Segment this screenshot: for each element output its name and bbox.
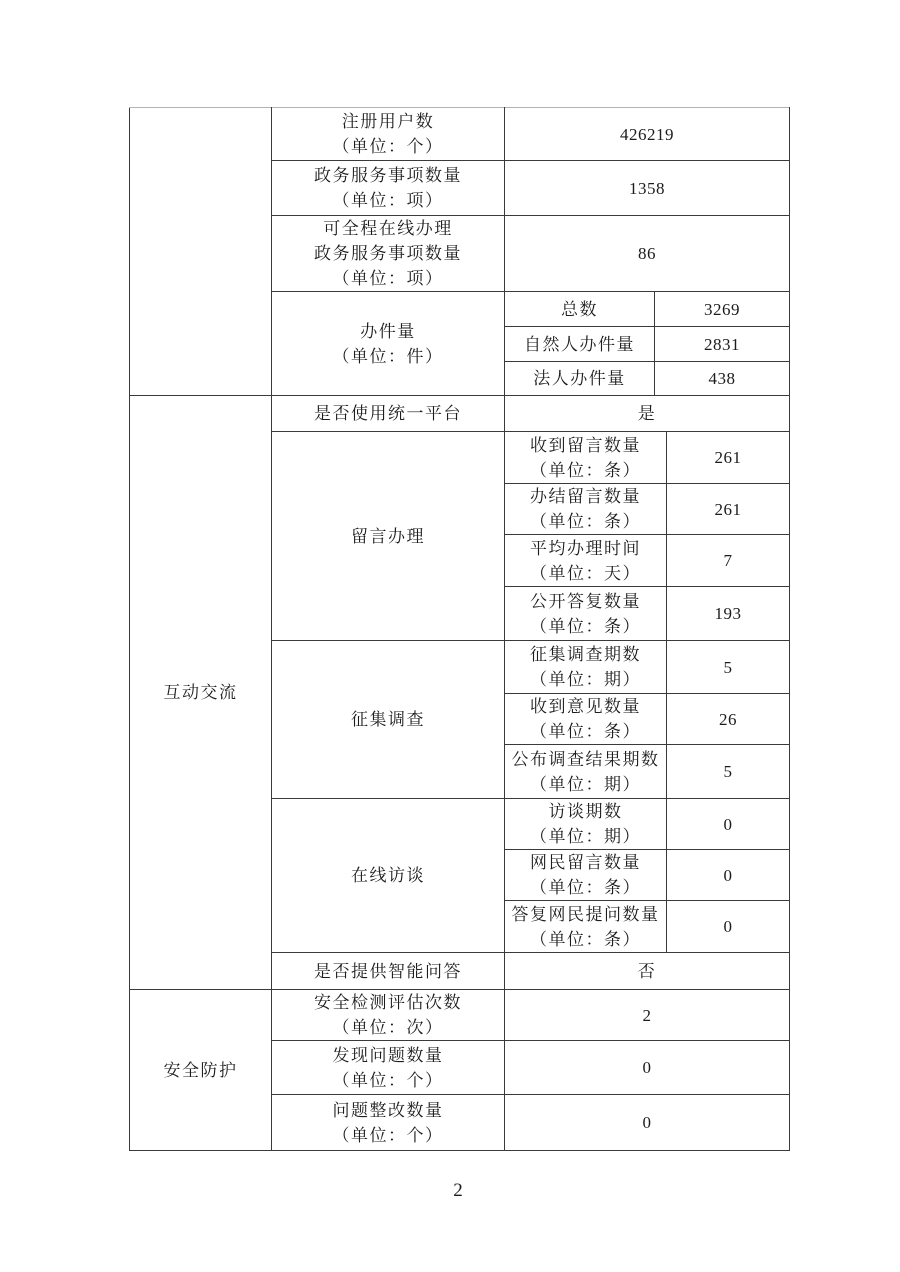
case-natural-label-cell: 自然人办件量 xyxy=(505,327,655,362)
full-online-items-unit: （单位：项） xyxy=(332,269,444,288)
registered-users-value-cell xyxy=(505,108,790,161)
problems-fixed-value: 0 xyxy=(642,1113,652,1132)
interview-periods-unit: （单位：期） xyxy=(530,827,641,846)
online-interview-label-cell: 在线访谈 xyxy=(272,799,505,953)
messages-received-label: 收到留言数量 xyxy=(530,435,641,455)
questions-answered-label-cell xyxy=(505,901,667,953)
smart-qa-label-cell: 是否提供智能问答 xyxy=(272,953,505,990)
netizen-messages-label: 网民留言数量 xyxy=(530,853,641,872)
questions-answered-value: 0 xyxy=(723,917,733,936)
messages-received-value: 261 xyxy=(714,448,742,467)
smart-qa-value-cell: 否 xyxy=(505,953,790,990)
case-volume-label: 办件量 xyxy=(360,321,416,341)
full-online-items-value: 86 xyxy=(638,244,656,263)
section-blank-cell xyxy=(130,108,272,396)
page-number: 2 xyxy=(453,1180,463,1201)
registered-users-label: 注册用户数 xyxy=(341,112,435,131)
avg-handling-time-label: 平均办理时间 xyxy=(530,538,641,558)
results-published-value-cell xyxy=(667,745,790,799)
opinions-received-label-cell xyxy=(505,694,667,745)
registered-users-label-cell xyxy=(272,108,505,161)
results-published-label: 公布调查结果期数 xyxy=(511,749,660,769)
opinions-received-label: 收到意见数量 xyxy=(530,697,641,716)
questions-answered-label: 答复网民提问数量 xyxy=(511,904,660,924)
service-items-value: 1358 xyxy=(629,178,665,198)
questions-answered-value-cell xyxy=(667,901,790,953)
security-checks-label-cell xyxy=(272,990,505,1041)
section-security-cell: 安全防护 xyxy=(130,990,272,1151)
interview-periods-value: 0 xyxy=(723,814,733,834)
survey-periods-value-cell xyxy=(667,641,790,694)
case-total-value: 3269 xyxy=(704,299,740,319)
unified-platform-value-cell: 是 xyxy=(505,396,790,432)
security-checks-value: 2 xyxy=(642,1005,652,1025)
problems-found-unit: （单位：个） xyxy=(332,1070,444,1090)
full-online-items-label-cell xyxy=(272,216,505,292)
full-online-items-value-cell xyxy=(505,216,790,292)
public-replies-label: 公开答复数量 xyxy=(530,591,641,611)
case-volume-unit: （单位：件） xyxy=(332,346,444,366)
problems-found-value-cell xyxy=(505,1041,790,1095)
case-legal-label-cell: 法人办件量 xyxy=(505,362,655,396)
survey-periods-value: 5 xyxy=(723,657,733,677)
unified-platform-label-cell: 是否使用统一平台 xyxy=(272,396,505,432)
survey-periods-unit: （单位：期） xyxy=(530,670,641,689)
public-replies-label-cell xyxy=(505,587,667,641)
netizen-messages-value: 0 xyxy=(723,865,733,885)
case-total-value-cell xyxy=(655,292,790,327)
netizen-messages-unit: （单位：条） xyxy=(530,878,641,897)
service-items-value-cell xyxy=(505,161,790,216)
problems-found-value: 0 xyxy=(642,1058,652,1077)
message-handling-label-cell: 留言办理 xyxy=(272,432,505,641)
section-interaction-cell: 互动交流 xyxy=(130,396,272,990)
opinions-received-unit: （单位：条） xyxy=(530,722,641,741)
problems-found-label-cell xyxy=(272,1041,505,1095)
avg-handling-time-label-cell xyxy=(505,535,667,587)
registered-users-unit: （单位：个） xyxy=(332,137,444,156)
security-checks-value-cell xyxy=(505,990,790,1041)
case-legal-value: 438 xyxy=(708,369,736,388)
results-published-label-cell xyxy=(505,745,667,799)
problems-fixed-unit: （单位：个） xyxy=(332,1125,444,1145)
case-legal-value-cell xyxy=(655,362,790,396)
full-online-items-label-line2: 政务服务事项数量 xyxy=(314,244,462,263)
netizen-messages-value-cell xyxy=(667,850,790,901)
messages-received-value-cell xyxy=(667,432,790,484)
messages-resolved-unit: （单位：条） xyxy=(530,512,641,531)
case-natural-value-cell xyxy=(655,327,790,362)
results-published-unit: （单位：期） xyxy=(530,774,641,794)
service-items-label-cell xyxy=(272,161,505,216)
service-items-unit: （单位：项） xyxy=(332,191,444,210)
problems-fixed-label: 问题整改数量 xyxy=(332,1100,444,1120)
case-natural-value: 2831 xyxy=(704,334,740,354)
avg-handling-time-unit: （单位：天） xyxy=(530,563,641,583)
security-checks-label: 安全检测评估次数 xyxy=(314,993,462,1012)
problems-fixed-value-cell xyxy=(505,1095,790,1151)
public-replies-value-cell xyxy=(667,587,790,641)
messages-resolved-value: 261 xyxy=(714,499,742,519)
annual-report-table xyxy=(129,107,790,1151)
case-volume-label-cell xyxy=(272,292,505,396)
security-checks-unit: （单位：次） xyxy=(332,1018,444,1037)
messages-received-label-cell xyxy=(505,432,667,484)
interview-periods-label-cell xyxy=(505,799,667,850)
public-replies-unit: （单位：条） xyxy=(530,616,641,636)
opinions-received-value-cell xyxy=(667,694,790,745)
messages-received-unit: （单位：条） xyxy=(530,460,641,480)
avg-handling-time-value: 7 xyxy=(723,551,733,570)
problems-fixed-label-cell xyxy=(272,1095,505,1151)
survey-periods-label-cell xyxy=(505,641,667,694)
questions-answered-unit: （单位：条） xyxy=(530,929,641,949)
results-published-value: 5 xyxy=(723,762,733,781)
public-replies-value: 193 xyxy=(714,604,742,623)
opinion-survey-label-cell: 征集调查 xyxy=(272,641,505,799)
full-online-items-label-line1: 可全程在线办理 xyxy=(323,219,453,238)
netizen-messages-label-cell xyxy=(505,850,667,901)
interview-periods-label: 访谈期数 xyxy=(548,802,623,821)
messages-resolved-label-cell xyxy=(505,484,667,535)
messages-resolved-label: 办结留言数量 xyxy=(530,487,641,506)
interview-periods-value-cell xyxy=(667,799,790,850)
problems-found-label: 发现问题数量 xyxy=(332,1045,444,1065)
opinions-received-value: 26 xyxy=(719,709,737,729)
service-items-label: 政务服务事项数量 xyxy=(314,166,462,185)
messages-resolved-value-cell xyxy=(667,484,790,535)
registered-users-value: 426219 xyxy=(620,124,674,144)
case-total-label-cell: 总数 xyxy=(505,292,655,327)
survey-periods-label: 征集调查期数 xyxy=(530,645,641,664)
avg-handling-time-value-cell xyxy=(667,535,790,587)
